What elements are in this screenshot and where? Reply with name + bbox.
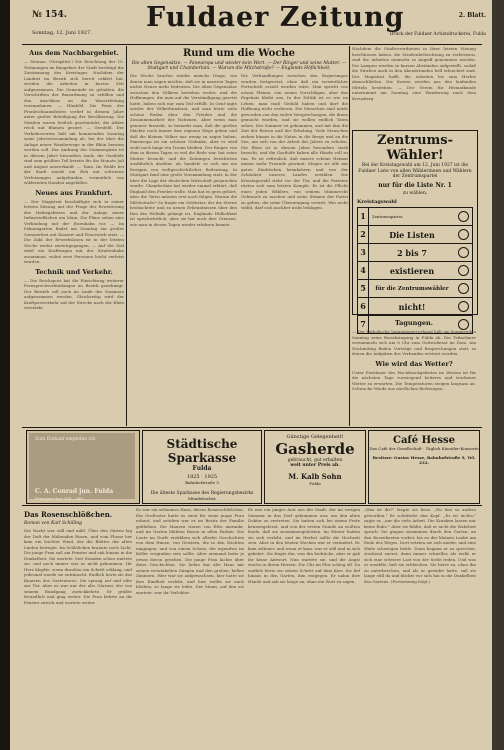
ad-gasherde-city: Fulda <box>309 481 321 486</box>
article-text: Die Woche brachte wieder manche Dinge, von denen man sagen möchte, daß sie in unseren Tagen nichts Neues mehr bedeuten. Die alten Gegensätze zwischen den Völkern bestehen weiter, und die Hoffnungen, die man auf die Verständigung gesetzt hatte, haben sich nur zum Teil erfüllt. In Genf tagte wieder der Völkerbundsrat, und man hörte viele schöne Reden über den Frieden und die Zusammenarbeit der Nationen. Aber wenn man genauer hinsieht, so bemerkt man, daß die großen Mächte noch immer ihre eigenen Wege gehen und daß die kleinen Völker nur wenig zu sagen haben. Paneuropa ist ein schöner Gedanke, aber er wird wohl noch lange ein Traum bleiben. Der Ringer, von dem in diesen Tagen so viel die Rede war, hat seine Mutter besucht, und die Zeitungen berichteten ausführlich darüber, als handele es sich um ein Ereignis von weltgeschichtlicher Bedeutung. In Stuttgart fand eine große Versammlung statt, in der über die Lage der deutschen Wirtschaft gesprochen wurde. Chamberlain hat wieder einmal erklärt, daß England den Frieden wolle. Man hat es gern gehört, aber die Taten müssen erst noch folgen. Warum die Milchstraße? So fragte ein Gelehrter, der die Sterne beobachtete und zu neuen Erkenntnissen über den Bau des Weltalls gelangt ist. Englands Höflichkeit ist sprichwörtlich, aber sie hat auch ihre Grenzen, wie man in diesen Tagen wieder erfahren konnte. <box>130 73 237 227</box>
ad-sparkasse-footer: Mündelsicher <box>188 496 216 501</box>
ads-rule <box>22 427 482 428</box>
right-lower-column <box>352 316 476 426</box>
ad-gasherde-top: Günstige Gelegenheit! <box>286 434 344 440</box>
feuilleton-rule <box>22 505 482 506</box>
article-text: „Was ist dir?" fragte sie leise. „Du bist so anders geworden." Er schüttelte den Kopf. „Es ist nichts," sagte er, „nur die viele Arbeit. Die Kranken lassen mir keine Ruhe." Aber sie fühlte, daß er nicht die Wahrheit sprach. Sie gingen zusammen durch den Garten, an den Rosenbeeten vorbei, bis zu der kleinen Laube am Ende des Weges. Dort setzten sie sich nieder, und eine Weile schwiegen beide. Dann begann er zu sprechen, stockend zuerst, dann immer schneller, als wolle er sich eine schwere Last von der Seele reden. Und was er erzählte, ließ sie erbleichen. Sie hörte zu, ohne ihn zu unterbrechen, und als er geendet hatte, saß sie lange still da und blickte vor sich hin in die Dunkelheit des Gartens. (Fortsetzung folgt.) <box>364 507 476 584</box>
zentrum-title: Zentrums-Wähler! <box>377 133 453 163</box>
section-heading-technik: Technik und Verkehr. <box>35 267 113 276</box>
ballot-row-label: Die Listen <box>389 229 435 240</box>
ad-conrad-phone: Fernsprecher 284—286 <box>35 496 83 501</box>
masthead <box>26 4 492 44</box>
scan-border-right <box>492 0 504 750</box>
ballot-row-label: Zentrumspartei. <box>372 214 404 219</box>
section-heading-tagungen: Tagungen. <box>394 319 434 327</box>
ballot-row <box>358 297 472 315</box>
article-text: Es war ein seltsames Haus, dieses Rosenschlößchen. Ein Großvater hatte es einst für seine junge Frau erbaut, und seitdem war es im Besitz der Familie geblieben. Die Mauern waren von Efeu umrankt, und im Garten blühten Rosen in allen Farben. Die Leute im Dorfe erzählten sich allerlei Geschichten von dem Hause, von Geistern, die in den Nächten umgingen, und von einem Schatz, der irgendwo im Keller vergraben sein sollte. Aber niemand hatte je etwas davon gesehen. Die junge Frau lachte über diese Geschichten. Sie liebte das alte Haus mit seinen verwinkelten Gängen und den großen, hellen Zimmern. Hier war sie aufgewachsen, hier hatte sie ihre Kindheit verlebt, und hier wollte sie auch bleiben, so lange sie lebte. Der Mann, auf den sie wartete, war ihr Verlobter. <box>136 507 244 595</box>
ballot-circle <box>458 301 469 312</box>
serial-title: Das Rosenschlößchen. <box>24 510 113 519</box>
zentrum-vote-line: zu wählen. <box>402 190 428 196</box>
masthead-rule <box>22 44 482 45</box>
article-text: — Steinau. (Verspätet.) Die Errichtung der 10. Wohnungen im Baugebiet der Stadt bestätigt die Zustimmung des Kreistages. Nachdem der Landrat im Bezirk sich bereit erklärt hat, werden die Arbeiten in kurzer Zeit aufgenommen. Die Gemeinde ist gehalten, die Vorschriften der Bauordnung zu erfüllen und den Anschluss an die Wasserleitung vorzunehmen. — Hünfeld. Die Feier des Fronleichnamsfestes verlief in diesem Jahre unter großer Beteiligung der Bevölkerung. Die Straßen waren festlich geschmückt, die Altäre reich mit Blumen geziert. — Gersfeld. Der Verkehrsverein hält am kommenden Sonntag seine Jahresversammlung ab, bei der über die Anlage neuer Wanderwege in der Rhön beraten werden soll. Der Andrang der Sommergäste ist in diesem Jahre besonders stark, die Gasthöfe sind zum größten Teil bereits für die Monate Juli und August ausverkauft. — Tann. Im Walde bei der Stadt wurde ein Reh mit schweren Verletzungen aufgefunden, vermutlich von wildernden Hunden angefallen. <box>24 59 124 185</box>
ballot-sample <box>357 207 473 334</box>
ad-conrad <box>26 430 140 504</box>
ad-conrad-name: C. A. Conrad jun. Fulda <box>35 488 114 495</box>
ad-cafe-hesse <box>368 430 480 504</box>
ad-sparkasse-address: Bahnhofstraße 5 <box>185 480 219 485</box>
center-column <box>130 46 348 426</box>
ballot-row-label: für die Zentrumswähler <box>375 285 449 292</box>
ballot-circle <box>458 211 469 222</box>
issue-date: Sonntag, 12. Juni 1927. <box>32 30 92 36</box>
column-rule <box>126 46 127 426</box>
ballot-title: Kreistagswahl <box>357 199 397 205</box>
article-headline: Rund um die Woche <box>182 48 296 59</box>
feuilleton-column-4 <box>364 507 476 743</box>
printer-line: Druck der Fuldaer Actiendruckerei, Fulda <box>389 32 486 37</box>
ad-sparkasse <box>142 430 262 504</box>
ad-gasherde-price: weit unter Preis ab. <box>290 463 340 468</box>
sheet-number: 2. Blatt. <box>458 12 486 19</box>
ad-gasherde-title: Gasherde <box>275 440 355 458</box>
article-text: — Die Reichspost hat die Einrichtung weiterer Fernsprechverbindungen im Bezirk genehmigt. Der Betrieb soll noch im Laufe des Sommers aufgenommen werden. Gleichzeitig wird der Kraftpostverkehr auf der Strecke nach der Rhön verstärkt. <box>24 277 124 310</box>
article-text: Er war ein junger Arzt aus der Stadt, der im vorigen Sommer in das Dorf gekommen war, um den alten Doktor zu vertreten. Sie hatten sich bei einem Feste kennengelernt, und von der ersten Stunde an wußten beide, daß sie zusammengehörten. Im Winter hatten sie sich verlobt, und im Herbst sollte die Hochzeit sein. Aber in den letzten Wochen war er verändert. Er kam seltener, und wenn er kam, war er still und in sich gekehrt. Sie fragte ihn, was ihn bedrücke, aber er gab ihr keine Antwort. Nun wartete sie, und die Angst wuchs in ihrem Herzen. Die Uhr im Flur schlug elf. Da endlich hörte sie seinen Schritt auf dem Kies. Sie lief hinaus in den Garten, ihm entgegen. Er nahm ihre Hände und sah sie lange an, ohne ein Wort zu sagen. <box>248 507 360 584</box>
ad-gasherde-firm: M. Kalb Sohn <box>288 472 342 481</box>
article-text: Die Nacht war still und mild. Über den Gärten lag der Duft der blühenden Rosen, und vom Flusse her kam ein leichter Wind, der die Blätter der alten Linden bewegte. Im Schlößchen brannte noch Licht. Die junge Frau saß am Fenster und sah hinaus in die Dunkelheit. Sie wartete. Seit Stunden schon wartete sie, und noch immer war er nicht gekommen. Ihr Herz klopfte, wenn draußen ein Schritt erklang, und jedesmal wurde sie enttäuscht. Endlich hörte sie das Knarren des Gartentores. Sie sprang auf und eilte zur Tür. Aber es war nur der alte Gärtner, der von seinem Rundgang zurückkehrte. Er grüßte freundlich und ging weiter. Die Frau kehrte an ihr Fenster zurück und wartete weiter. <box>24 528 132 605</box>
ballot-circle <box>458 229 469 240</box>
ad-gasherde <box>264 430 366 504</box>
ballot-circle <box>458 283 469 294</box>
article-text: Nachdem die Stadtverordneten in ihrer letzten Sitzung beschlossen haben, die Straßenbeleuchtung zu verbessern, sind die Arbeiten nunmehr in Angriff genommen worden. Die Lampen werden in kurzen Abständen aufgestellt, sodaß die Straßen auch in den Abendstunden hell erleuchtet sind. Der Magistrat hofft, die Arbeiten bis zum Herbst abzuschließen. Die Kosten werden aus den laufenden Mitteln bestritten. — Der Verein für Heimatkunde unternimmt am Sonntag eine Wanderung nach dem Kreuzberg. <box>352 46 476 101</box>
ballot-row <box>358 207 472 225</box>
scan-border-left <box>0 0 10 750</box>
left-column <box>24 46 124 426</box>
ad-sparkasse-note: Die älteste Sparkasse des Regierungsbezirks <box>150 491 254 496</box>
issue-number: № 154. <box>32 10 67 20</box>
ad-gasherde-sub: gebraucht, gut erhalten <box>287 458 343 463</box>
ad-cafe-text: Das Café der Gesellschaft · Täglich Künstler-Konzerte <box>369 446 479 451</box>
ad-cafe-owner: Besitzer: Gustav Hesse, Bahnhofstraße 9, Tel. 232. <box>372 455 476 465</box>
section-heading-nachbargebiet: Aus dem Nachbargebiet. <box>29 49 119 57</box>
article-text: Unter Fortdauer des Hochdruckgebietes im Westen ist für die nächsten Tage vorwiegend heiteres und trockenes Wetter zu erwarten. Die Temperaturen steigen langsam an. Schwache Winde aus nördlichen Richtungen. <box>352 369 476 391</box>
ad-sparkasse-title: Städtische Sparkasse <box>166 437 238 465</box>
article-text: Die Verhandlungen zwischen den Regierungen wurden fortgesetzt, ohne daß ein wesentlicher Fortschritt erzielt worden wäre. Man spricht von neuen Plänen, von neuen Vorschlägen, aber das Ergebnis bleibt aus. In der Politik ist es wie im Leben: man muß Geduld haben und darf die Hoffnung nicht verlieren. Die Menschen sind müde geworden von den vielen Versprechungen, die ihnen gemacht wurden, und sie wollen endlich Taten sehen. Der Sommer ist gekommen, und mit ihm die Zeit der Reisen und der Erholung. Viele Menschen ziehen hinaus in die Natur, in die Berge und an die See, um sich von der Arbeit des Jahres zu erholen. Die Rhön ist in diesem Jahre besonders stark besucht, und die Gasthöfe haben alle Hände voll zu tun. Es ist erfreulich, daß unsere schöne Heimat immer mehr Freunde gewinnt. Mögen sie alle mit guten Eindrücken heimkehren und von der Schönheit unseres Landes erzählen. Die Kreistagswahl steht vor der Tür, und die Parteien rüsten sich zum letzten Kampfe. Es ist die Pflicht eines jeden Wählers, von seinem Stimmrecht Gebrauch zu machen und seine Stimme der Partei zu geben, die seine Überzeugung vertritt. Wer nicht wählt, darf sich nachher nicht beklagen. <box>241 73 348 210</box>
ballot-row-number: 5 <box>358 280 369 297</box>
ballot-row-label: nicht! <box>398 301 426 312</box>
zentrum-list-line: nur für die Liste Nr. 1 <box>378 181 452 189</box>
section-heading-wetter: Wie wird das Wetter? <box>375 359 453 368</box>
article-text: — Der Magistrat beschäftigte sich in seiner letzten Sitzung mit der Frage der Erweiterung des Hafengebietes und der Anlage neuer Industrieflächen am Main. Die Pläne sehen eine Verbindung mit der Eisenbahn vor. — Im Palmengarten findet am Sonntag ein großes Sommerfest mit Konzert und Feuerwerk statt. — Die Zahl der Erwerbslosen ist in der letzten Woche weiter zurückgegangen. — Auf der Zeil stieß ein Kraftwagen mit der Straßenbahn zusammen, wobei zwei Personen leicht verletzt wurden. <box>24 198 124 264</box>
zentrum-intro: Bei der Kreistagswahl am 12. Juni 1927 ist die Fuldaer Liste von allen Wählerinnen und Wählern der Zentrumspartei <box>358 163 472 179</box>
column-rule <box>349 46 350 426</box>
feuilleton-column-2 <box>136 507 244 743</box>
ballot-row-number: 1 <box>358 208 369 225</box>
ballot-row-label: existieren <box>389 265 435 276</box>
ballot-row <box>358 243 472 261</box>
newspaper-page <box>10 0 492 750</box>
ballot-row-number: 2 <box>358 226 369 243</box>
ballot-row-number: 6 <box>358 298 369 315</box>
ad-sparkasse-years: 1825 · 1925 <box>186 474 218 480</box>
ad-sparkasse-city: Fulda <box>192 465 212 472</box>
ballot-circle <box>458 265 469 276</box>
ballot-row <box>358 225 472 243</box>
feuilleton-column-3 <box>248 507 360 743</box>
ballot-row-number: 4 <box>358 262 369 279</box>
newspaper-title: Fuldaer Zeitung <box>146 2 405 33</box>
ballot-row-label: 2 bis 7 <box>397 247 427 258</box>
ballot-row <box>358 261 472 279</box>
article-text: — Der katholische Jungmännerverband hält am kommenden Sonntag seine Bezirkstagung in Fulda ab. Die Teilnehmer versammeln sich um 8 Uhr zum Gottesdienst im Dom. Am Nachmittag finden Vorträge und Besprechungen statt, in denen die Aufgaben des Verbandes erörtert werden. <box>352 329 476 356</box>
serial-author: Roman von Karl Schilling <box>24 521 83 526</box>
ballot-row-number: 3 <box>358 244 369 261</box>
feuilleton-column-1 <box>24 507 132 743</box>
ad-cafe-title: Café Hesse <box>392 435 456 446</box>
right-top-text <box>352 46 476 128</box>
ad-conrad-top: Zum Einkauf empfehle ich <box>35 437 96 442</box>
article-subheadline: Die alten Gegensätze. — Paneuropa und wieder kein Wort. — Der Ringer und seine Mutter. — Stuttgart und Chamberlain. — Warum die Milchstraße? — Englands Höflichkeit. <box>131 61 347 71</box>
ballot-circle <box>458 247 469 258</box>
ballot-row <box>358 279 472 297</box>
ballot-row-number: 7 <box>358 316 369 333</box>
section-heading-frankfurt: Neues aus Frankfurt. <box>35 188 113 197</box>
